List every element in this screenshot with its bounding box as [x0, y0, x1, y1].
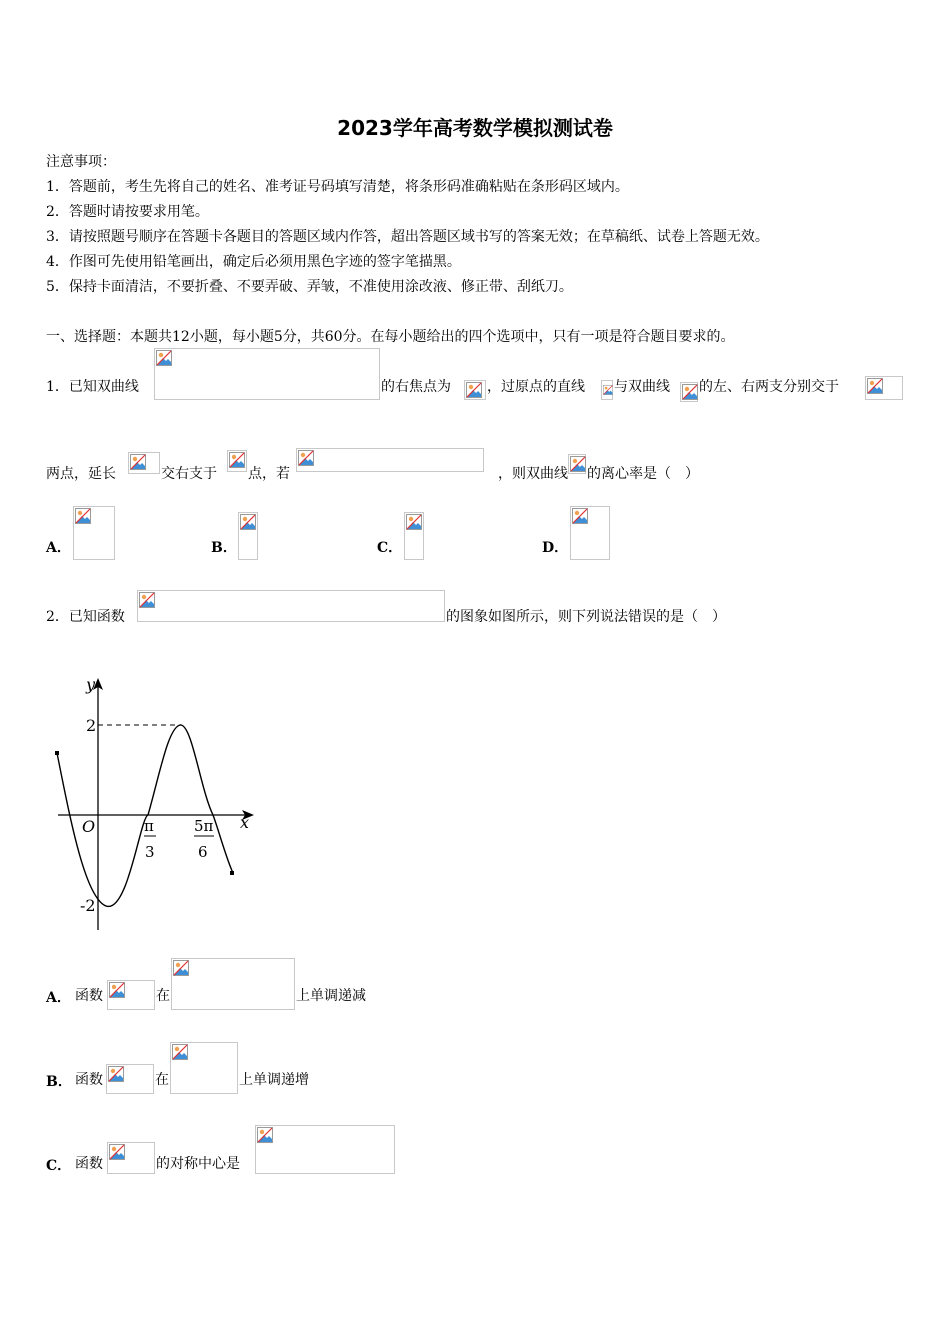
notice-item: 3．请按照题号顺序在答题卡各题目的答题区域内作答，超出答题区域书写的答案无效；在草稿纸、试卷上答题无效。	[46, 229, 769, 245]
formula-image	[170, 1042, 238, 1094]
option-text: 上单调递增	[239, 1072, 309, 1088]
option-label-b[interactable]: B．	[46, 1074, 72, 1090]
x-tick-label: π	[144, 817, 154, 835]
curve-endpoint	[230, 871, 234, 875]
curve-endpoint	[55, 751, 59, 755]
image-icon	[173, 960, 189, 976]
q1-text: 交右支于	[161, 466, 217, 482]
q1-text: 两点，延长	[46, 466, 116, 482]
image-icon	[570, 456, 586, 472]
q2-text: 的图象如图所示，则下列说法错误的是（ ）	[446, 609, 726, 625]
q2-text: 2．已知函数	[46, 609, 125, 625]
image-icon	[109, 982, 125, 998]
option-label-b[interactable]: B．	[211, 540, 237, 556]
formula-image	[464, 380, 486, 400]
image-icon	[867, 378, 883, 394]
x-tick-label: 5π	[194, 817, 214, 835]
page-title: 2023学年高考数学模拟测试卷	[337, 116, 613, 140]
formula-image	[137, 590, 445, 622]
formula-image	[296, 448, 484, 472]
q1-text: ，过原点的直线	[487, 379, 585, 395]
option-label-d[interactable]: D．	[542, 540, 569, 556]
image-icon	[257, 1127, 273, 1143]
option-label-c[interactable]: C．	[377, 540, 403, 556]
q1-text: 与双曲线	[614, 379, 670, 395]
notice-item: 5．保持卡面清洁，不要折叠、不要弄破、弄皱，不准使用涂改液、修正带、刮纸刀。	[46, 279, 573, 295]
notice-item: 2．答题时请按要求用笔。	[46, 204, 209, 220]
image-icon	[682, 384, 698, 400]
image-icon	[109, 1144, 125, 1160]
image-icon	[298, 450, 314, 466]
y-axis-label: y	[86, 675, 96, 694]
q1-text: 的右焦点为	[381, 379, 451, 395]
formula-image	[227, 450, 247, 472]
formula-image	[171, 958, 295, 1010]
image-icon	[108, 1066, 124, 1082]
image-icon	[240, 514, 256, 530]
q1-text: 1．已知双曲线	[46, 379, 139, 395]
option-a-image	[73, 506, 115, 560]
formula-image	[107, 1142, 155, 1174]
option-text: 在	[155, 1072, 169, 1088]
q1-text: 点，若	[248, 466, 290, 482]
q1-text: 的离心率是（ ）	[587, 466, 699, 482]
x-axis-label: x	[240, 813, 250, 832]
image-icon	[130, 454, 146, 470]
formula-image	[154, 348, 380, 400]
section-heading: 一、选择题：本题共12小题，每小题5分，共60分。在每小题给出的四个选项中，只有一项是符合题目要求的。	[46, 329, 735, 345]
image-icon	[466, 382, 482, 398]
formula-image	[568, 454, 586, 474]
option-text: 的对称中心是	[156, 1156, 240, 1172]
image-icon	[229, 452, 245, 468]
image-icon	[406, 514, 422, 530]
formula-image	[680, 382, 698, 402]
option-text: 上单调递减	[296, 988, 366, 1004]
image-icon	[603, 382, 613, 398]
q1-text: 的左、右两支分别交于	[699, 379, 839, 395]
option-d-image	[570, 506, 610, 560]
image-icon	[75, 508, 91, 524]
formula-image	[601, 380, 613, 400]
formula-image	[128, 452, 160, 474]
x-tick-label: 6	[198, 843, 208, 861]
option-text: 函数	[75, 1156, 103, 1172]
notice-heading: 注意事项：	[46, 154, 116, 170]
image-icon	[572, 508, 588, 524]
option-label-a[interactable]: A．	[46, 990, 71, 1006]
formula-image	[865, 376, 903, 400]
sine-curve	[57, 725, 233, 907]
image-icon	[139, 592, 155, 608]
option-text: 函数	[75, 1072, 103, 1088]
formula-image	[255, 1125, 395, 1174]
notice-item: 4．作图可先使用铅笔画出，确定后必须用黑色字迹的签字笔描黑。	[46, 254, 461, 270]
image-icon	[172, 1044, 188, 1060]
y-max-label: 2	[86, 716, 97, 735]
option-b-image	[238, 512, 258, 560]
option-label-c[interactable]: C．	[46, 1158, 72, 1174]
option-text: 函数	[75, 988, 103, 1004]
q1-text: ，则双曲线	[498, 466, 568, 482]
x-tick-label: 3	[145, 843, 155, 861]
option-text: 在	[156, 988, 170, 1004]
notice-item: 1．答题前，考生先将自己的姓名、准考证号码填写清楚，将条形码准确粘贴在条形码区域内。	[46, 179, 629, 195]
option-c-image	[404, 512, 424, 560]
formula-image	[106, 1064, 154, 1094]
y-min-label: -2	[80, 896, 96, 915]
function-graph	[40, 668, 270, 938]
origin-label: O	[82, 817, 96, 836]
image-icon	[156, 350, 172, 366]
option-label-a[interactable]: A．	[46, 540, 71, 556]
formula-image	[107, 980, 155, 1010]
